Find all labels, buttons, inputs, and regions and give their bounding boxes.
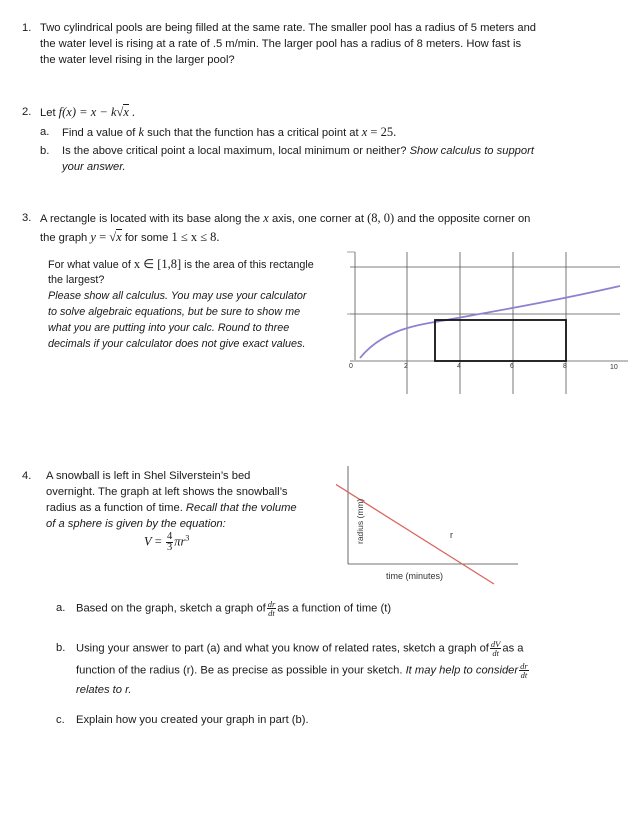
q3-sqrt-curve (360, 286, 620, 358)
q4c-label: c. (56, 714, 65, 726)
q3-instruction-3: what you are putting into your calc. Round to three (48, 322, 290, 334)
q4b-label: b. (56, 642, 66, 654)
q3-instruction-2: to solve algebraic equations, but be sure to show me (48, 306, 301, 318)
q3-graph-tick-0: 0 (349, 363, 353, 370)
q4-line-2: overnight. The graph at left shows the snowball’s (46, 486, 288, 498)
q3-instruction-1: Please show all calculus. You may use your calculator (48, 290, 307, 302)
q2-eq: = x − k (76, 105, 117, 119)
q2-let: Let (40, 107, 56, 119)
q2a-label: a. (40, 126, 50, 138)
q4b-text-2: function of the radius (r). Be as precise as possible in your sketch. It may help to consider $\frac{dr}{dt}$ (76, 661, 528, 680)
q4-line-4: of a sphere is given by the equation: (46, 518, 226, 530)
q4a-text: Based on the graph, sketch a graph of $\frac{dr}{dt}$ as a function of time (t) (76, 599, 392, 618)
q4-number: 4. (22, 470, 32, 482)
q1-line-3: the water level rising in the larger pool? (40, 54, 235, 66)
q2-period: . (128, 105, 136, 119)
q3-line-1: A rectangle is located with its base along the x axis, one corner at (8, 0) and the opposite corner on (40, 211, 531, 225)
q2-sqrt-sign: √ (116, 105, 124, 119)
q4a-label: a. (56, 602, 66, 614)
q1-line-1: Two cylindrical pools are being filled at the same rate. The smaller pool has a radius of 5 meters and (40, 22, 537, 34)
q2b-label: b. (40, 145, 50, 157)
q3-rectangle (435, 320, 566, 361)
q3-line-2: the graph y = √x for some 1 ≤ x ≤ 8. (40, 230, 220, 244)
q4-graph-x-label: time (minutes) (386, 571, 444, 581)
q4-line-3: radius as a function of time. Recall that the volume (46, 502, 297, 514)
q1-line-2: the water level is rising at a rate of .5 m/min. The larger pool has a radius of 8 meters. How fast is (40, 38, 522, 50)
q3-graph (340, 248, 630, 398)
q3-number: 3. (22, 212, 32, 224)
q3-graph-tick-2: 2 (404, 363, 408, 370)
q2-number: 2. (22, 106, 32, 118)
q2-statement (40, 104, 135, 121)
q4b-text-1: Using your answer to part (a) and what you know of related rates, sketch a graph of $\frac{dV}{dt}$ as a (76, 639, 524, 658)
q3-instruction-4: decimals if your calculator does not give exact values. (48, 338, 306, 350)
q2b-text: Is the above critical point a local maximum, local minimum or neither? Show calculus to support (62, 145, 534, 157)
q2-fx: f(x) (58, 105, 77, 119)
q4b-text-3: relates to r. (76, 684, 132, 696)
q4-line-1: A snowball is left in Shel Silverstein’s bed (46, 470, 251, 482)
q1-number: 1. (22, 22, 32, 34)
q3-graph-tick-8: 8 (563, 363, 567, 370)
q3-graph-tick-4: 4 (457, 363, 461, 370)
q4-volume-formula: V = $\frac{4}{3}$ $\pi r^3$ (144, 531, 190, 553)
q3-side-question-2: the largest? (48, 274, 105, 286)
q2b-text-2: your answer. (62, 161, 126, 173)
q4-graph (336, 462, 576, 590)
q4c-text: Explain how you created your graph in part (b). (76, 714, 309, 726)
q2a-text: Find a value of k such that the function has a critical point at x = 25. (62, 125, 397, 139)
q4-graph-r-label: r (450, 530, 453, 540)
q3-graph-tick-6: 6 (510, 363, 514, 370)
q3-graph-tick-10: 10 (610, 364, 618, 371)
q4-graph-y-label: radius (mm) (355, 498, 365, 544)
q3-side-question: For what value of x ∈ [1,8] is the area of this rectangle (48, 257, 314, 271)
q2-radicand: x (123, 105, 129, 119)
